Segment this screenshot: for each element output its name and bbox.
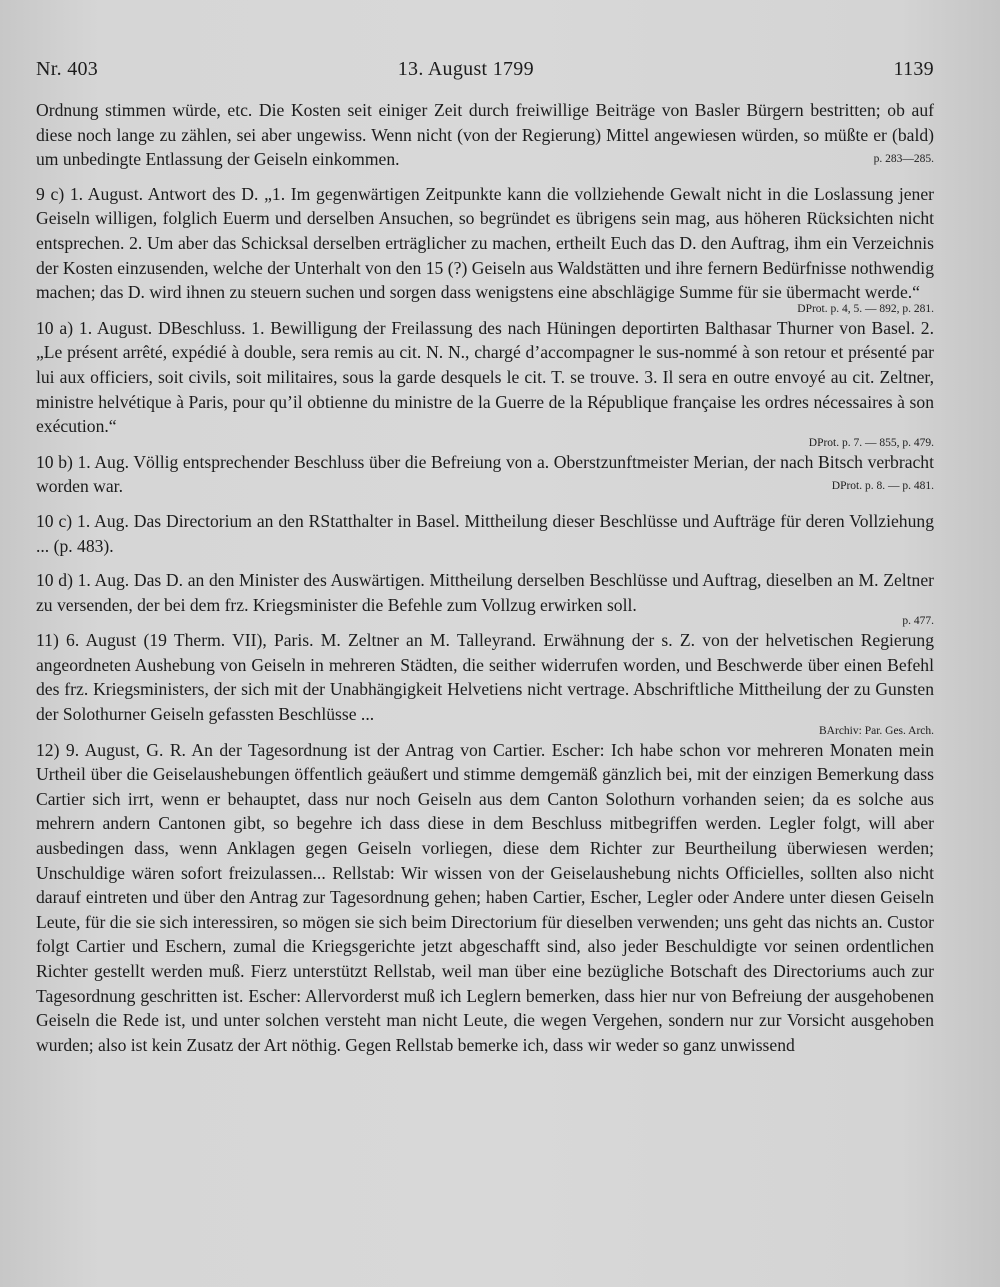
citation: DProt. p. 7. — 855, p. 479. bbox=[808, 436, 934, 449]
paragraph-10c bbox=[36, 509, 934, 558]
citation: BArchiv: Par. Ges. Arch. bbox=[819, 724, 934, 737]
paragraph-text: 10 d) 1. Aug. Das D. an den Minister des Auswärtigen. Mittheilung derselben Beschlüsse und Auftrag, dieselben an M. Zeltner zu versenden, der bei dem frz. Kriegsminister die Befehle zum Vollzug erwirken soll. bbox=[36, 570, 934, 615]
citation: DProt. p. 4, 5. — 892, p. 281. bbox=[797, 302, 934, 315]
page-number: 1139 bbox=[893, 58, 934, 80]
paragraph-10b bbox=[36, 450, 934, 499]
paragraph-text: 10 b) 1. Aug. Völlig entsprechender Beschluss über die Befreiung von a. Oberstzunftmeister Merian, der nach Bitsch verbracht worden war. bbox=[36, 451, 934, 497]
header-date: 13. August 1799 bbox=[397, 58, 534, 80]
paragraph-continuation bbox=[36, 98, 934, 172]
page-header bbox=[36, 58, 934, 98]
citation: p. 477. bbox=[902, 615, 934, 628]
paragraph-text: 12) 9. August, G. R. An der Tagesordnung ist der Antrag von Cartier. Escher: Ich habe schon vor mehreren Monaten mein Urtheil über die Geiselaushebungen öffentlich geäußert und stimme demgemäß gänzlich bei, mit der einzigen Bemerkung dass Cartier sich irrt, wenn er behauptet, dass nur noch Geiseln aus dem Canton Solothurn vorhanden seien; da es solche aus mehrern andern Cantonen gibt, so begehre ich dass diese in dem Beschluss mitbegriffen werden. Legler folgt, will aber ausbedingen dass, wenn Anklagen gegen Geiseln vorliegen, diese dem Richter zur Beurtheilung überwiesen werden; Unschuldige wären sofort freizulassen... Rellstab: Wir wissen von der Geiselaushebung nichts Officielles, sollten also nicht darauf eintreten und über den Antrag zur Tagesordnung gehen; haben Cartier, Escher, Legler oder Andere unter diesen Geiseln Leute, für die sie sich interessiren, so mögen sie sich beim Directorium für dieselben verwenden; uns geht das nichts an. Custor folgt Cartier und Eschern, zumal die Kriegsgerichte jetzt abgeschafft sind, also jeder Beschuldigte vor seinen ordentlichen Richter gestellt werden muß. Fierz unterstützt Rellstab, weil man über eine bezügliche Botschaft des Directoriums auch zur Tagesordnung geschritten ist. Escher: Allervorderst muß ich Leglern bemerken, dass hier nur von Befreiung der ausgehobenen Geiseln die Rede ist, und unter solchen versteht man nicht Leute, die wegen Vergehen, sondern nur zur Vorsicht ausgehoben wurden; also ist kein Zusatz der Art nöthig. Gegen Rellstab bemerke ich, dass wir weder so ganz unwissend bbox=[36, 739, 934, 1055]
citation: DProt. p. 8. — p. 481. bbox=[831, 480, 934, 493]
paragraph-9c bbox=[36, 182, 934, 305]
paragraph-text: 10 a) 1. August. DBeschluss. 1. Bewilligung der Freilassung des nach Hüningen deportirten Balthasar Thurner von Basel. 2. „Le présent arrêté, expédié à double, sera remis au cit. N. N., chargé d’accompagner le sus-nommé à son retour et présenté par lui aux officiers, soit civils, soit militaires, sous la garde desquels le cit. T. se trouve. 3. Il sera en outre envoyé au cit. Zeltner, ministre helvétique à Paris, pour qu’il obtienne du ministre de la Guerre de la République française les ordres nécessaires à son exécution.“ bbox=[36, 317, 934, 437]
paragraph-text: 11) 6. August (19 Therm. VII), Paris. M. Zeltner an M. Talleyrand. Erwähnung der s. Z. von der helvetischen Regierung angeordneten Aushebung von Geiseln in mehreren Städten, die seither widerrufen worden, und Beschwerde über einen Befehl des frz. Kriegsministers, der sich mit der Unabhängigkeit Helvetiens nicht vertrage. Abschriftliche Mittheilung der zu Gunsten der Solothurner Geiseln gefassten Beschlüsse ... bbox=[36, 630, 934, 725]
paragraph-12 bbox=[36, 738, 934, 1058]
document-number: Nr. 403 bbox=[36, 58, 99, 80]
paragraph-text: 9 c) 1. August. Antwort des D. „1. Im gegenwärtigen Zeitpunkte kann die vollziehende Gewalt nicht in die Loslassung jener Geiseln willigen, folglich Euerm und derselben Ansuchen, so begründet es übrigens sein mag, aus höheren Rücksichten nicht entsprechen. 2. Um aber das Schicksal derselben erträglicher zu machen, ertheilt Euch das D. den Auftrag, ihm ein Verzeichnis der Kosten einzusenden, welche der Unterhalt von den 15 (?) Geiseln aus Waldstätten und ihre fernern Bedürfnisse nothwendig machen; das D. wird ihnen zu steuern suchen und sorgen dass wenigstens eine abschlägige Summe für sie übermacht werde.“ bbox=[36, 183, 934, 303]
paragraph-text: Ordnung stimmen würde, etc. Die Kosten seit einiger Zeit durch freiwillige Beiträge von Basler Bürgern bestritten; ob auf diese noch lange zu zählen, sei aber ungewiss. Wenn nicht (von der Regierung) Mittel angewiesen würden, so müßte er (bald) um unbedingte Entlassung der Geiseln einkommen. bbox=[36, 100, 934, 170]
citation: p. 283—285. bbox=[873, 153, 934, 166]
paragraph-10d bbox=[36, 568, 934, 617]
paragraph-text: 10 c) 1. Aug. Das Directorium an den RStatthalter in Basel. Mittheilung dieser Beschlüsse und Aufträge für deren Vollziehung ... (p. 483). bbox=[36, 510, 934, 556]
paragraph-11 bbox=[36, 628, 934, 726]
paragraph-10a bbox=[36, 316, 934, 439]
document-body bbox=[36, 98, 934, 1057]
